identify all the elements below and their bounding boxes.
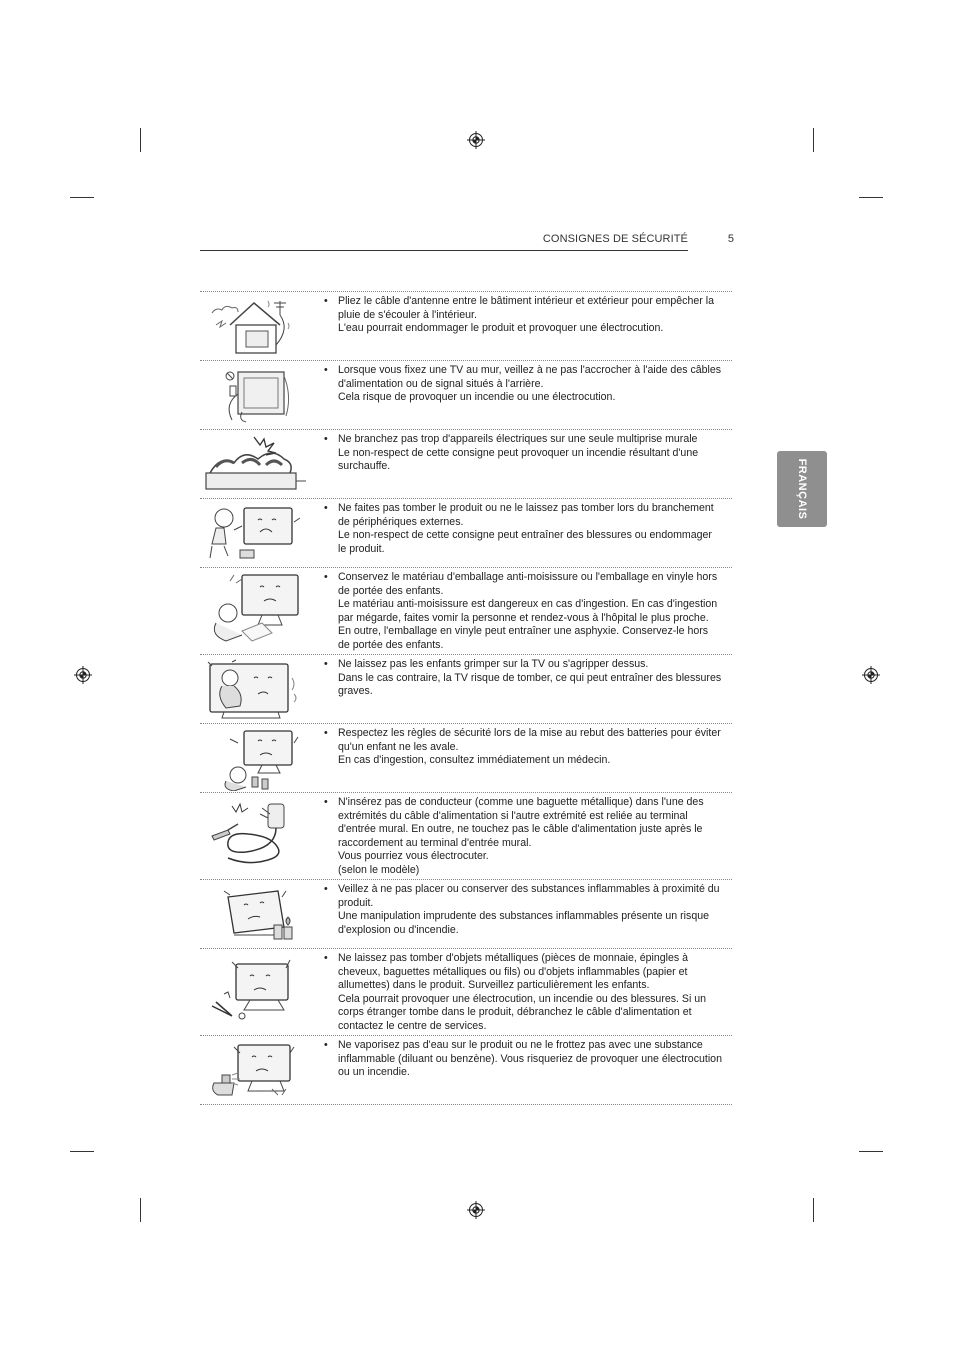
item-text	[338, 364, 722, 405]
safety-item	[200, 1035, 732, 1105]
item-line: N'insérez pas de conducteur (comme une baguette métallique) dans l'une des extrémités du câble d'alimentation si l'autre extrémité est reliée au terminal d'entrée mural. En outre, ne touchez pas le câble d'alimentation juste après le raccordement au terminal d'entrée mural.	[338, 796, 704, 849]
item-text	[338, 952, 722, 1033]
wall-mount-cable-icon	[202, 364, 302, 426]
bullet: •	[324, 295, 328, 307]
safety-item	[200, 792, 732, 879]
item-text	[338, 295, 722, 336]
item-line: Vous pourriez vous électrocuter.	[338, 850, 489, 862]
item-line: Dans le cas contraire, la TV risque de tomber, ce qui peut entraîner des blessures graves.	[338, 671, 722, 697]
bullet: •	[324, 364, 328, 376]
bullet: •	[324, 502, 328, 514]
bullet: •	[324, 796, 328, 808]
safety-item	[200, 879, 732, 948]
item-line: Une manipulation imprudente des substances inflammables présente un risque d'explosion ou d'incendie.	[338, 910, 709, 936]
safety-item	[200, 291, 732, 360]
item-line: L'eau pourrait endommager le produit et provoquer une électrocution.	[338, 322, 664, 334]
item-text	[338, 502, 722, 556]
item-text	[338, 796, 722, 877]
flammable-substance-icon	[202, 883, 302, 945]
language-tab	[777, 451, 827, 527]
item-text	[338, 571, 722, 652]
item-line: Conservez le matériau d'emballage anti-moisissure ou l'emballage en vinyle hors de portée des enfants.	[338, 571, 718, 597]
safety-item	[200, 429, 732, 498]
child-packaging-icon	[202, 571, 302, 647]
item-line: (selon le modèle)	[338, 863, 420, 876]
water-spray-icon	[202, 1039, 302, 1101]
safety-list	[200, 291, 732, 1105]
header-rule	[200, 250, 688, 251]
item-line: Le matériau anti-moisissure est dangereux en cas d'ingestion. En cas d'ingestion par mégarde, faites vomir la personne et rendez-vous à l'hôpital le plus proche. En outre, l'emballage en vinyle peut entraîner une asphyxie. Conservez-le hors de portée des enfants.	[338, 598, 718, 651]
item-line: Ne branchez pas trop d'appareils électriques sur une seule multiprise murale	[338, 433, 698, 445]
power-strip-overload-icon	[202, 433, 302, 497]
bullet: •	[324, 571, 328, 583]
dropping-tv-icon	[202, 502, 302, 564]
registration-mark-icon	[467, 131, 485, 149]
crop-mark	[140, 1198, 141, 1222]
crop-mark	[70, 197, 94, 198]
item-line: Ne laissez pas les enfants grimper sur la TV ou s'agripper dessus.	[338, 658, 649, 670]
item-text	[338, 658, 722, 699]
conductor-cable-icon	[202, 796, 302, 870]
child-climbing-tv-icon	[202, 658, 302, 722]
bullet: •	[324, 433, 328, 445]
item-line: Lorsque vous fixez une TV au mur, veillez à ne pas l'accrocher à l'aide des câbles d'alimentation ou de signal situés à l'arrière.	[338, 364, 722, 390]
language-tab-label: FRANÇAIS	[796, 458, 808, 520]
safety-item	[200, 567, 732, 654]
page-number: 5	[727, 233, 734, 245]
antenna-house-icon	[202, 295, 302, 357]
item-text	[338, 883, 722, 937]
item-text	[338, 727, 722, 768]
registration-mark-icon	[467, 1201, 485, 1219]
item-line: Respectez les règles de sécurité lors de la mise au rebut des batteries pour éviter qu'un enfant ne les avale.	[338, 727, 721, 753]
safety-item	[200, 948, 732, 1035]
section-title: CONSIGNES DE SÉCURITÉ	[542, 233, 688, 245]
crop-mark	[859, 197, 883, 198]
item-line: Pliez le câble d'antenne entre le bâtiment intérieur et extérieur pour empêcher la pluie de s'écouler à l'intérieur.	[338, 295, 714, 321]
registration-mark-icon	[74, 666, 92, 684]
item-line: Cela pourrait provoquer une électrocution, un incendie ou des blessures. Si un corps étranger tombe dans le produit, débranchez le câble d'alimentation et contactez le centre de services.	[338, 992, 707, 1032]
item-text	[338, 1039, 722, 1080]
safety-item	[200, 723, 732, 792]
item-text	[338, 433, 722, 474]
registration-mark-icon	[862, 666, 880, 684]
bullet: •	[324, 1039, 328, 1051]
battery-child-icon	[202, 727, 302, 791]
safety-item	[200, 498, 732, 567]
bullet: •	[324, 883, 328, 895]
crop-mark	[813, 128, 814, 152]
item-line: Veillez à ne pas placer ou conserver des substances inflammables à proximité du produit.	[338, 883, 720, 909]
crop-mark	[70, 1151, 94, 1152]
item-line: Le non-respect de cette consigne peut provoquer un incendie résultant d'une surchauffe.	[338, 446, 699, 472]
crop-mark	[813, 1198, 814, 1222]
item-line: Ne faites pas tomber le produit ou ne le laissez pas tomber lors du branchement de périphériques externes.	[338, 502, 714, 528]
item-line: En cas d'ingestion, consultez immédiatement un médecin.	[338, 754, 611, 766]
bullet: •	[324, 952, 328, 964]
item-line: Ne laissez pas tomber d'objets métalliques (pièces de monnaie, épingles à cheveux, baguettes métalliques ou fils) ou d'objets inflammables (papier et allumettes) dans le produit. Surveillez particulièrement les enfants.	[338, 952, 689, 991]
item-line: Le non-respect de cette consigne peut entraîner des blessures ou endommager le produit.	[338, 529, 712, 555]
safety-item	[200, 360, 732, 429]
item-line: Cela risque de provoquer un incendie ou une électrocution.	[338, 391, 616, 403]
crop-mark	[859, 1151, 883, 1152]
metal-objects-icon	[202, 952, 302, 1026]
bullet: •	[324, 658, 328, 670]
item-line: Ne vaporisez pas d'eau sur le produit ou ne le frottez pas avec une substance inflammable (diluant ou benzène). Vous risqueriez de provoquer une électrocution ou un incendie.	[338, 1039, 722, 1078]
safety-item	[200, 654, 732, 723]
crop-mark	[140, 128, 141, 152]
bullet: •	[324, 727, 328, 739]
